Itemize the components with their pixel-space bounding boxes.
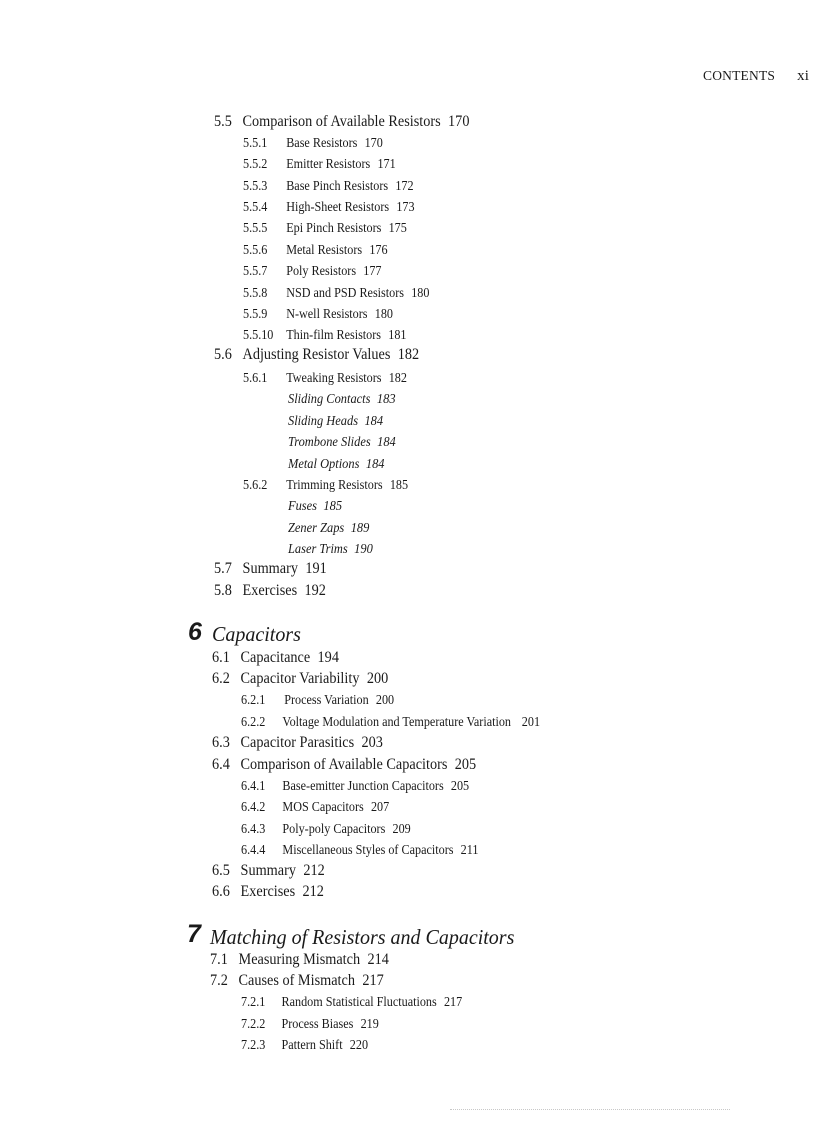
toc-title: Laser Trims <box>288 541 348 556</box>
toc-section-6-3[interactable] <box>212 734 383 752</box>
toc-page: 212 <box>302 883 324 900</box>
toc-title: Base Pinch Resistors <box>286 178 389 193</box>
toc-title: Metal Options <box>288 456 360 471</box>
toc-page: 171 <box>377 156 396 171</box>
toc-title: Capacitance <box>240 649 311 666</box>
toc-title: Random Statistical Fluctuations <box>281 994 437 1009</box>
toc-page: 189 <box>350 520 370 535</box>
toc-title: Exercises <box>242 582 298 599</box>
toc-title: Summary <box>242 560 298 577</box>
toc-page: 214 <box>367 951 389 968</box>
toc-number: 6.4 <box>212 756 230 773</box>
toc-page: 220 <box>349 1037 369 1052</box>
toc-number: 5.7 <box>214 560 232 577</box>
toc-number: 5.5.5 <box>243 220 268 235</box>
toc-subsection-5-5-9[interactable] <box>243 306 393 322</box>
toc-page: 177 <box>363 263 382 278</box>
toc-item-sliding-contacts[interactable] <box>288 391 396 407</box>
toc-page: 201 <box>521 714 541 729</box>
toc-number: 5.5.10 <box>243 327 274 342</box>
toc-subsection-6-4-2[interactable] <box>241 799 389 815</box>
scan-artifact-line <box>450 1109 730 1110</box>
toc-number: 6.2 <box>212 670 230 687</box>
toc-section-5-5[interactable] <box>214 113 469 131</box>
toc-subsection-7-2-2[interactable] <box>241 1016 379 1032</box>
toc-page: 175 <box>388 220 407 235</box>
toc-title: Summary <box>240 862 296 879</box>
toc-title: Trimming Resistors <box>286 477 383 492</box>
toc-page: 191 <box>305 560 327 577</box>
toc-section-6-4[interactable] <box>212 756 476 774</box>
toc-subsection-5-5-10[interactable] <box>243 327 406 343</box>
toc-title: Comparison of Available Resistors <box>242 113 441 130</box>
toc-title: Metal Resistors <box>286 242 363 257</box>
toc-page: 200 <box>366 670 389 687</box>
toc-number: 6.4.1 <box>241 778 266 793</box>
toc-section-5-6[interactable] <box>214 346 419 364</box>
toc-number: 5.5.8 <box>243 285 268 300</box>
toc-subsection-6-4-4[interactable] <box>241 842 478 858</box>
toc-title: Measuring Mismatch <box>238 951 361 968</box>
toc-title: Thin-film Resistors <box>286 327 382 342</box>
toc-title: N-well Resistors <box>286 306 368 321</box>
toc-page: 180 <box>411 285 430 300</box>
toc-item-trombone-slides[interactable] <box>288 434 396 450</box>
toc-subsection-7-2-1[interactable] <box>241 994 462 1010</box>
toc-title: Sliding Heads <box>288 413 359 428</box>
toc-subsection-6-4-3[interactable] <box>241 821 411 837</box>
toc-number: 6.1 <box>212 649 230 666</box>
toc-page: 180 <box>374 306 393 321</box>
toc-title: Trombone Slides <box>288 434 371 449</box>
toc-number: 7.2.2 <box>241 1016 266 1031</box>
toc-subsection-5-5-3[interactable] <box>243 178 414 194</box>
toc-title: NSD and PSD Resistors <box>286 285 405 300</box>
toc-title: Exercises <box>240 883 296 900</box>
toc-page: 182 <box>388 370 407 385</box>
toc-page: 211 <box>460 842 479 857</box>
toc-number: 5.5 <box>214 113 232 130</box>
toc-page: 192 <box>304 582 326 599</box>
toc-item-sliding-heads[interactable] <box>288 413 383 429</box>
toc-title: Voltage Modulation and Temperature Variation <box>282 714 511 729</box>
toc-title: Zener Zaps <box>288 520 345 535</box>
toc-title: Capacitor Parasitics <box>240 734 355 751</box>
toc-title: Causes of Mismatch <box>238 972 355 989</box>
toc-number: 6.3 <box>212 734 230 751</box>
toc-page: 184 <box>365 456 385 471</box>
toc-number: 5.5.4 <box>243 199 268 214</box>
toc-number: 7.2.1 <box>241 994 266 1009</box>
toc-page: 184 <box>364 413 384 428</box>
toc-title: Poly-poly Capacitors <box>282 821 386 836</box>
toc-number: 5.6.1 <box>243 370 268 385</box>
toc-title: Capacitor Variability <box>240 670 360 687</box>
toc-item-zener-zaps[interactable] <box>288 520 369 536</box>
toc-page: 173 <box>396 199 415 214</box>
toc-number: 5.5.9 <box>243 306 268 321</box>
toc-subsection-5-5-5[interactable] <box>243 220 407 236</box>
toc-section-5-7[interactable] <box>214 560 327 578</box>
toc-number: 6.5 <box>212 862 230 879</box>
page-folio: xi <box>797 68 810 84</box>
toc-page: 207 <box>370 799 390 814</box>
toc-page: 205 <box>454 756 477 773</box>
toc-number: 5.5.3 <box>243 178 268 193</box>
toc-number: 5.5.7 <box>243 263 268 278</box>
toc-page: 184 <box>377 434 396 449</box>
toc-item-laser-trims[interactable] <box>288 541 373 557</box>
toc-page: 203 <box>361 734 383 751</box>
toc-page: 181 <box>388 327 407 342</box>
toc-page: 183 <box>376 391 396 406</box>
chapter-7-number: 7 <box>187 920 201 948</box>
toc-title: Base-emitter Junction Capacitors <box>282 778 444 793</box>
toc-title: High-Sheet Resistors <box>286 199 390 214</box>
toc-number: 6.4.2 <box>241 799 266 814</box>
chapter-6-number: 6 <box>188 618 202 646</box>
toc-page: 219 <box>360 1016 379 1031</box>
toc-subsection-5-5-7[interactable] <box>243 263 382 279</box>
toc-title: Process Variation <box>284 692 369 707</box>
toc-subsection-5-6-1[interactable] <box>243 370 407 386</box>
toc-section-7-2[interactable] <box>210 972 384 990</box>
toc-title: Tweaking Resistors <box>286 370 382 385</box>
toc-subsection-6-2-1[interactable] <box>241 692 394 708</box>
toc-page: 176 <box>369 242 388 257</box>
toc-subsection-6-2-2[interactable] <box>241 714 540 730</box>
toc-item-fuses[interactable] <box>288 498 342 514</box>
toc-page: 172 <box>395 178 414 193</box>
running-head-label: CONTENTS <box>703 68 776 83</box>
toc-page: 185 <box>389 477 409 492</box>
toc-section-6-5[interactable] <box>212 862 325 880</box>
toc-subsection-5-6-2[interactable] <box>243 477 408 493</box>
toc-title: Process Biases <box>281 1016 354 1031</box>
toc-number: 5.6.2 <box>243 477 268 492</box>
toc-number: 6.6 <box>212 883 230 900</box>
toc-number: 6.2.2 <box>241 714 266 729</box>
toc-title: Poly Resistors <box>286 263 357 278</box>
toc-number: 5.8 <box>214 582 232 599</box>
toc-number: 5.5.6 <box>243 242 268 257</box>
toc-page: 190 <box>354 541 373 556</box>
toc-section-5-8[interactable] <box>214 582 326 600</box>
toc-title: Sliding Contacts <box>288 391 371 406</box>
toc-title: Pattern Shift <box>281 1037 343 1052</box>
toc-page: 185 <box>323 498 343 513</box>
toc-number: 7.1 <box>210 951 228 968</box>
toc-page: 212 <box>303 862 325 879</box>
toc-item-metal-options[interactable] <box>288 456 384 472</box>
toc-subsection-5-5-2[interactable] <box>243 156 396 172</box>
toc-subsection-5-5-1[interactable] <box>243 135 383 151</box>
toc-subsection-6-4-1[interactable] <box>241 778 469 794</box>
toc-number: 6.4.3 <box>241 821 266 836</box>
toc-subsection-7-2-3[interactable] <box>241 1037 368 1053</box>
toc-title: Base Resistors <box>286 135 358 150</box>
toc-subsection-5-5-8[interactable] <box>243 285 429 301</box>
toc-page: 205 <box>450 778 470 793</box>
toc-number: 5.5.2 <box>243 156 268 171</box>
toc-page: 200 <box>375 692 395 707</box>
toc-number: 6.2.1 <box>241 692 266 707</box>
toc-page: 217 <box>443 994 463 1009</box>
toc-page: 182 <box>397 346 420 363</box>
toc-title: MOS Capacitors <box>282 799 364 814</box>
toc-subsection-5-5-6[interactable] <box>243 242 388 258</box>
toc-subsection-5-5-4[interactable] <box>243 199 415 215</box>
toc-title: Miscellaneous Styles of Capacitors <box>282 842 454 857</box>
toc-number: 6.4.4 <box>241 842 266 857</box>
toc-title: Adjusting Resistor Values <box>242 346 391 363</box>
toc-number: 7.2 <box>210 972 228 989</box>
toc-section-6-6[interactable] <box>212 883 324 901</box>
toc-title: Epi Pinch Resistors <box>286 220 382 235</box>
toc-number: 7.2.3 <box>241 1037 266 1052</box>
chapter-7-title[interactable]: Matching of Resistors and Capacitors <box>210 925 515 949</box>
toc-page: 217 <box>362 972 384 989</box>
toc-title: Fuses <box>288 498 317 513</box>
toc-title: Comparison of Available Capacitors <box>240 756 448 773</box>
toc-page: 170 <box>448 113 470 130</box>
toc-page: 170 <box>364 135 383 150</box>
toc-number: 5.6 <box>214 346 232 363</box>
toc-section-6-1[interactable] <box>212 649 339 667</box>
toc-section-7-1[interactable] <box>210 951 389 969</box>
toc-section-6-2[interactable] <box>212 670 388 688</box>
chapter-6-title[interactable]: Capacitors <box>212 622 301 646</box>
toc-number: 5.5.1 <box>243 135 268 150</box>
toc-page: 194 <box>317 649 339 666</box>
toc-page: 209 <box>392 821 411 836</box>
toc-title: Emitter Resistors <box>286 156 371 171</box>
